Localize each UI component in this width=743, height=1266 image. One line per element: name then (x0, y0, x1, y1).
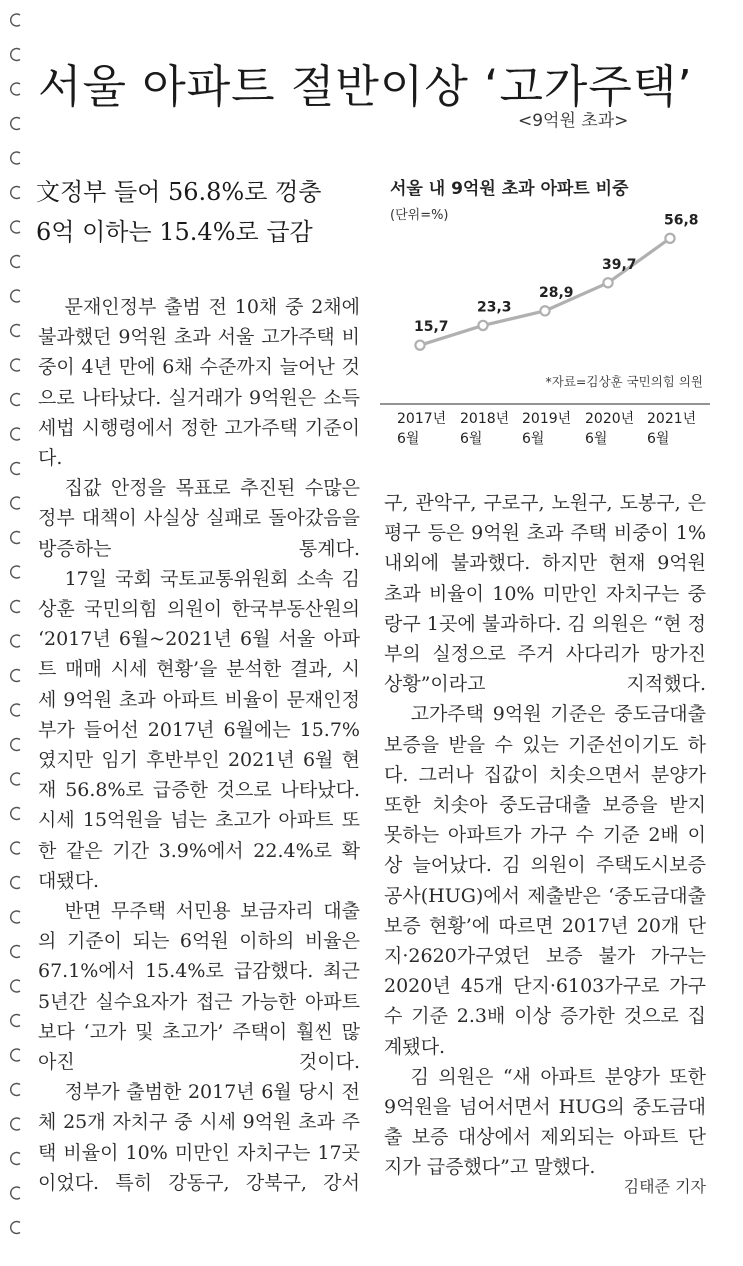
binder-ring-mark (11, 808, 20, 820)
data-point (603, 278, 612, 287)
data-point (665, 234, 674, 243)
x-tick-label: 6월 (397, 431, 420, 447)
x-tick-label: 2019년 (522, 411, 572, 427)
binder-ring-mark (11, 152, 20, 164)
binder-ring-mark (11, 118, 20, 130)
binder-ring-mark (11, 773, 20, 785)
binder-ring-mark (11, 359, 20, 371)
binder-ring-mark (11, 187, 20, 199)
article-column-1 (38, 292, 360, 1198)
binder-ring-mark (11, 221, 20, 233)
chart-unit: (단위=%) (390, 208, 449, 223)
deck (36, 172, 366, 252)
binder-ring-mark (11, 532, 20, 544)
x-tick-label: 2017년 (397, 411, 447, 427)
binder-ring-mark (11, 1015, 20, 1027)
data-label: 39,7 (602, 256, 637, 273)
paragraph: 문재인정부 출범 전 10채 중 2채에 불과했던 9억원 초과 서울 고가주택 비중이 4년 만에 6채 수준까지 늘어난 것으로 나타났다. 실거래가 9억원은 소득세법 시행령에서 정한 고가주택 기준이다. (38, 296, 360, 470)
data-label: 56,8 (664, 212, 699, 229)
binder-ring-mark (11, 497, 20, 509)
paragraph: 집값 안정을 목표로 추진된 수많은 정부 대책이 사실상 실패로 돌아갔음을 방증하는 통계다. (38, 477, 360, 560)
x-tick-label: 6월 (460, 431, 483, 447)
binder-ring-mark (11, 980, 20, 992)
x-tick-label: 6월 (522, 431, 545, 447)
binder-ring-mark (11, 670, 20, 682)
headline: 서울 아파트 절반이상 ‘고가주택’ (38, 60, 693, 113)
binder-ring-mark (11, 325, 20, 337)
binder-ring-mark (11, 1222, 20, 1234)
data-label: 23,3 (477, 299, 512, 316)
binder-ring-mark (11, 394, 20, 406)
binder-ring-mark (11, 1187, 20, 1199)
binder-ring-mark (11, 256, 20, 268)
deck-line-1: 文정부 들어 56.8%로 껑충 (36, 178, 322, 206)
x-tick-label: 6월 (647, 431, 670, 447)
subhead: <9억원 초과> (518, 111, 629, 131)
data-label: 28,9 (539, 284, 574, 301)
binder-rings (4, 0, 28, 1266)
data-point (478, 321, 487, 330)
article-column-2 (384, 488, 706, 1183)
binder-ring-mark (11, 1049, 20, 1061)
binder-ring-mark (11, 739, 20, 751)
deck-line-2: 6억 이하는 15.4%로 급감 (36, 218, 313, 246)
binder-ring-mark (11, 946, 20, 958)
binder-ring-mark (11, 704, 20, 716)
x-tick-label: 2021년 (647, 411, 697, 427)
byline: 김태준 기자 (623, 1177, 706, 1196)
line-chart (380, 190, 710, 470)
data-point (415, 341, 424, 350)
binder-ring-mark (11, 877, 20, 889)
data-point (540, 306, 549, 315)
paragraph: 구, 관악구, 구로구, 노원구, 도봉구, 은평구 등은 9억원 초과 주택 비중이 1% 내외에 불과했다. 하지만 현재 9억원 초과 비율이 10% 미만인 자치구는 중랑구 1곳에 불과하다. 김 의원은 “현 정부의 실정으로 주거 사다리가 망가진 상황”이라고 지적했다. (384, 492, 706, 696)
paragraph: 17일 국회 국토교통위원회 소속 김상훈 국민의힘 의원이 한국부동산원의 ‘2017년 6월~2021년 6월 서울 아파트 매매 시세 현황’을 분석한 결과, 시세 9억원 초과 아파트 비율이 문재인정부가 들어선 2017년 6월에는 15.7%였지만 임기 후반부인 2021년 6월 현재 56.8%로 급증한 것으로 나타났다. 시세 15억원을 넘는 초고가 아파트 또한 같은 기간 3.9%에서 22.4%로 확대됐다. (38, 567, 360, 892)
paragraph: 김 의원은 “새 아파트 분양가 또한 9억원을 넘어서면서 HUG의 중도금대출 보증 대상에서 제외되는 아파트 단지가 급증했다”고 말했다. (384, 1065, 706, 1179)
paragraph: 정부가 출범한 2017년 6월 당시 전체 25개 자치구 중 시세 9억원 초과 주택 비율이 10% 미만인 자치구는 17곳이었다. 특히 강동구, 강북구, 강서 (38, 1081, 360, 1194)
binder-ring-mark (11, 635, 20, 647)
binder-ring-mark (11, 49, 20, 61)
binder-ring-mark (11, 14, 20, 26)
x-tick-label: 2018년 (460, 411, 510, 427)
binder-ring-mark (11, 566, 20, 578)
binder-ring-mark (11, 428, 20, 440)
chart-source: *자료=김상훈 국민의힘 의원 (545, 374, 703, 389)
x-tick-label: 6월 (585, 431, 608, 447)
binder-ring-mark (11, 911, 20, 923)
chart-title: 서울 내 9억원 초과 아파트 비중 (390, 179, 629, 199)
binder-ring-mark (11, 83, 20, 95)
binder-ring-mark (11, 1153, 20, 1165)
binder-ring-mark (11, 290, 20, 302)
data-label: 15,7 (414, 319, 449, 336)
binder-ring-mark (11, 463, 20, 475)
binder-ring-mark (11, 1118, 20, 1130)
paragraph: 반면 무주택 서민용 보금자리 대출의 기준이 되는 6억원 이하의 비율은 67.1%에서 15.4%로 급감했다. 최근 5년간 실수요자가 접근 가능한 아파트보다 ‘고가 및 초고가’ 주택이 훨씬 많아진 것이다. (38, 900, 360, 1074)
paragraph: 고가주택 9억원 기준은 중도금대출 보증을 받을 수 있는 기준선이기도 하다. 그러나 집값이 치솟으면서 분양가 또한 치솟아 중도금대출 보증을 받지 못하는 아파트가 가구 수 기준 2배 이상 늘어났다. 김 의원이 주택도시보증공사(HUG)에서 제출받은 ‘중도금대출 보증 현황’에 따르면 2017년 20개 단지·2620가구였던 보증 불가 가구는 2020년 45개 단지·6103가구로 가구 수 기준 2.3배 이상 증가한 것으로 집계됐다. (384, 703, 706, 1058)
x-tick-label: 2020년 (585, 411, 635, 427)
binder-ring-mark (11, 842, 20, 854)
binder-ring-mark (11, 601, 20, 613)
binder-ring-mark (11, 1084, 20, 1096)
